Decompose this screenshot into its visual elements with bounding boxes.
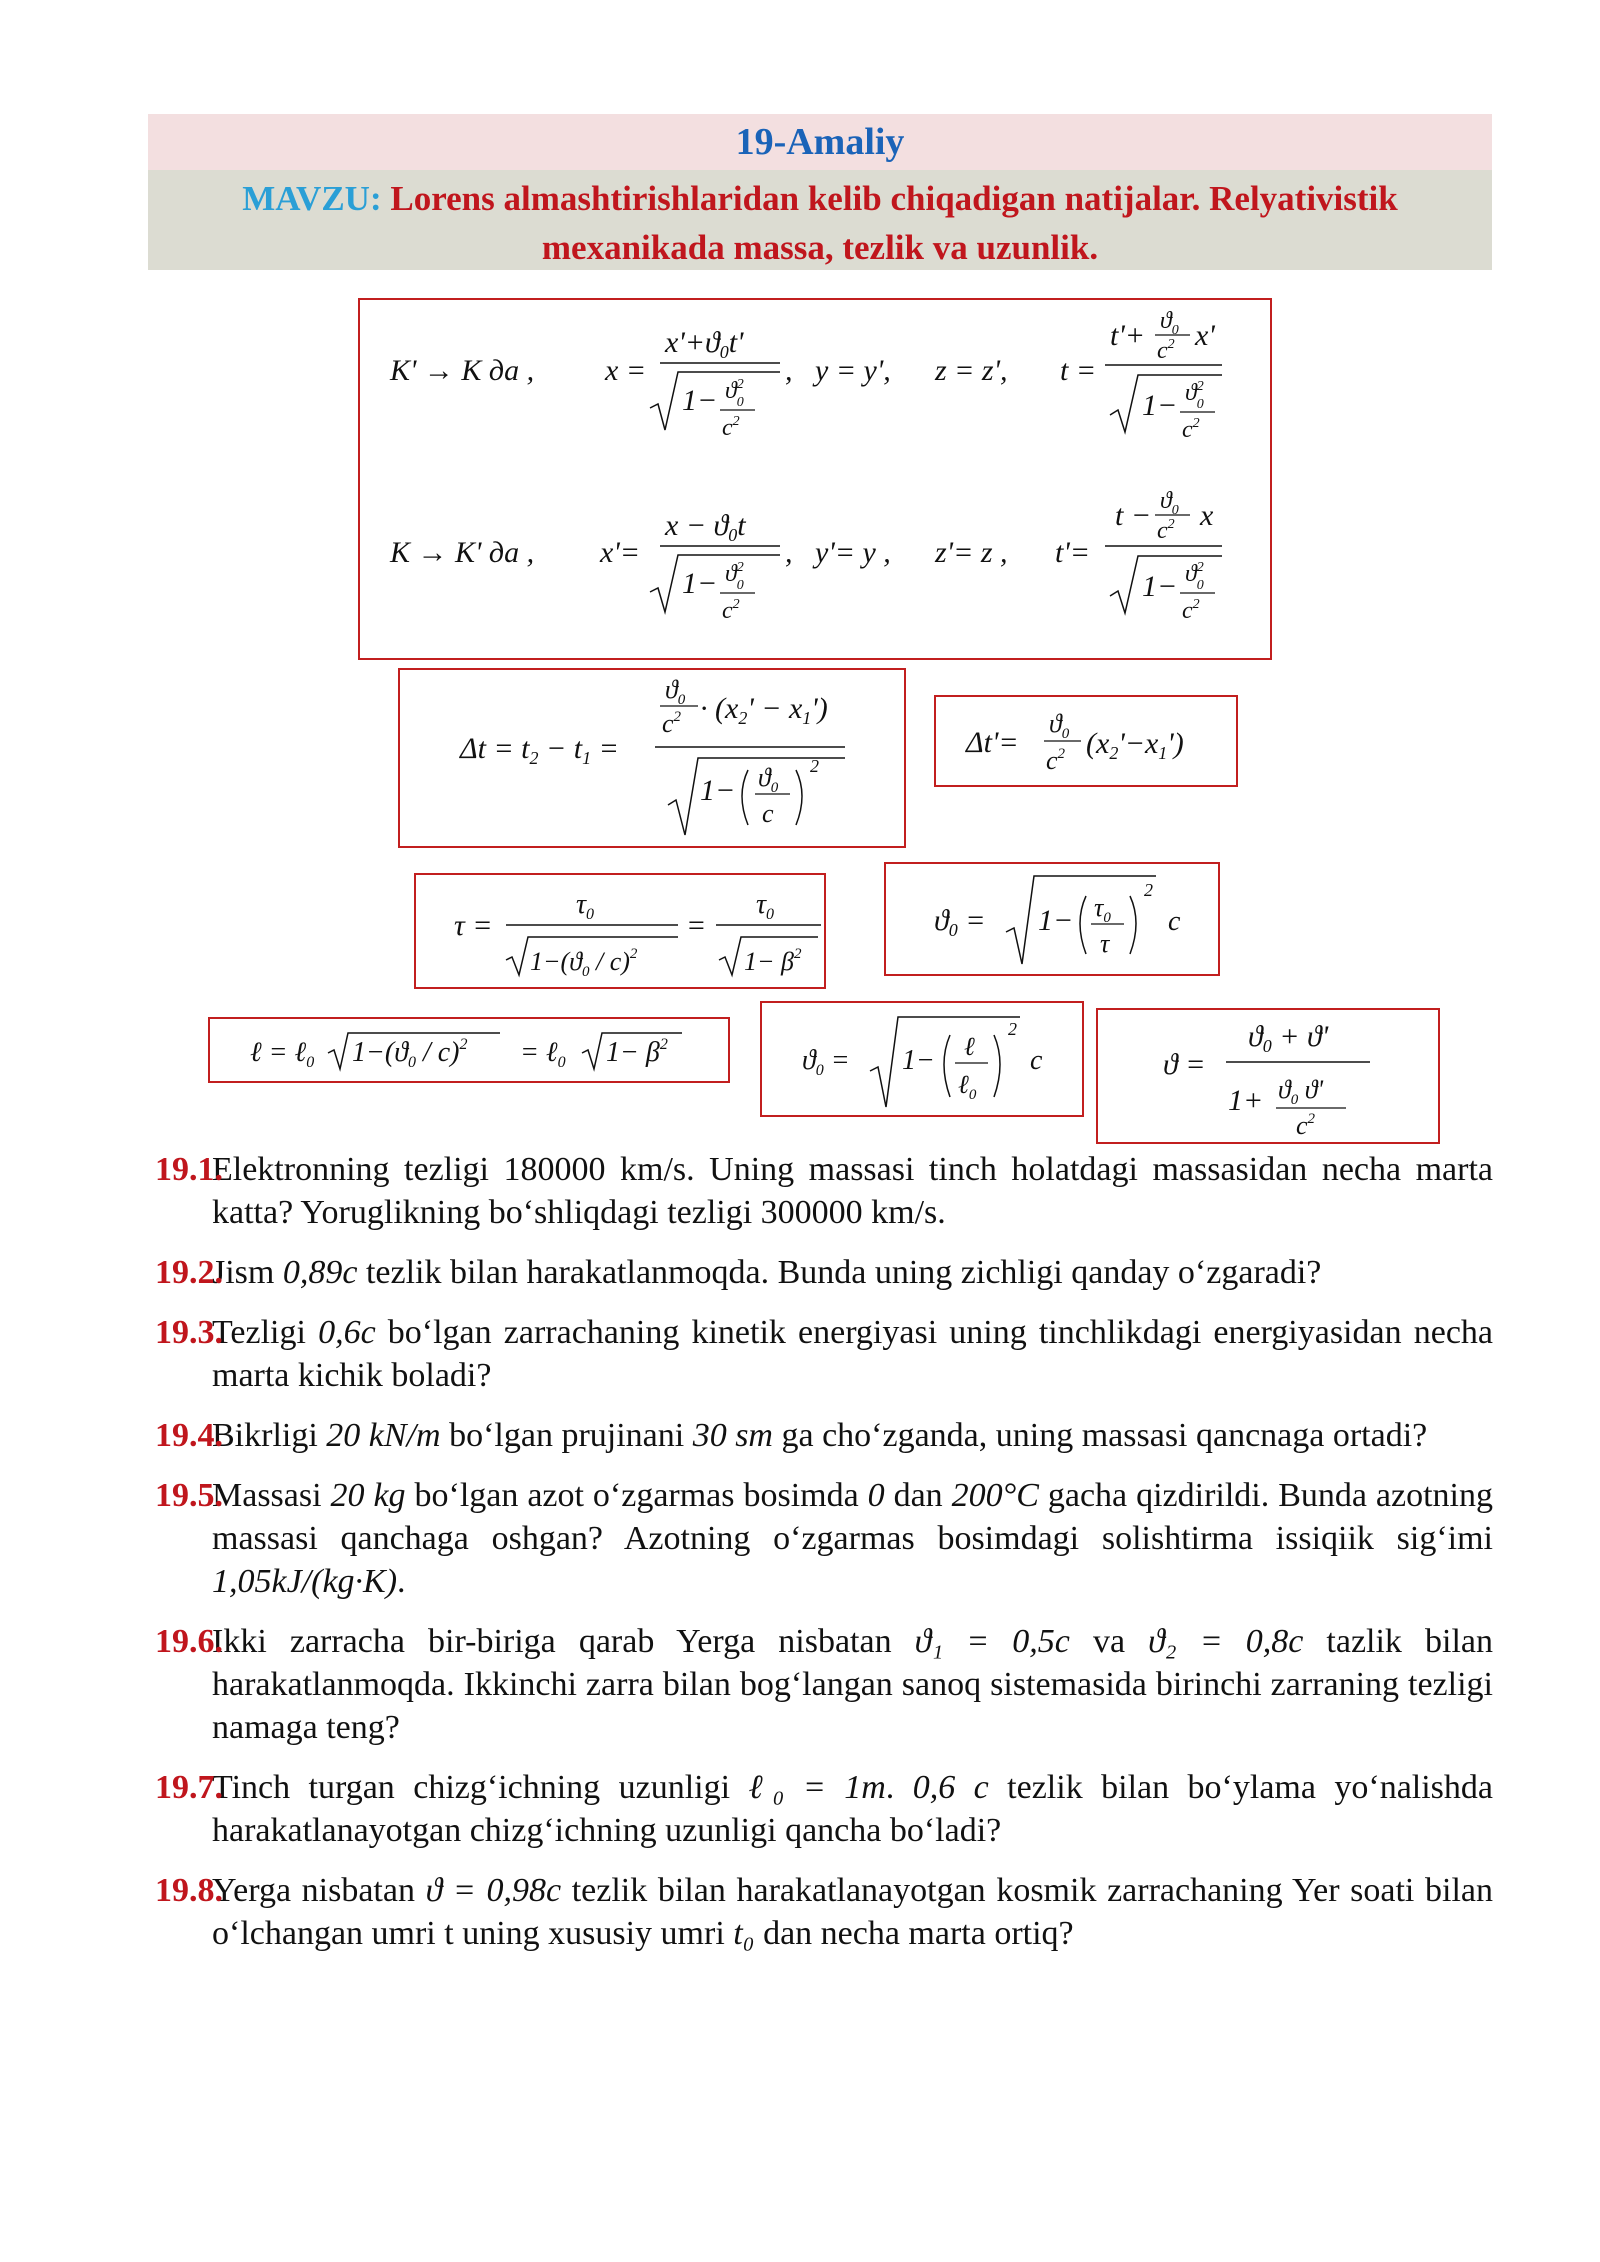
problem-number: 19.5. xyxy=(155,1477,223,1514)
svg-text:ϑ20: $ϑ^2$ 0 xyxy=(1185,560,1204,593)
svg-text:c2: $c^2$ xyxy=(1182,597,1200,624)
svg-text:ϑ20: $ϑ^2$ 0 xyxy=(725,560,744,593)
problem-19-3 xyxy=(155,1311,1493,1397)
svg-text:c: c xyxy=(1030,1045,1043,1076)
length-contraction-formula xyxy=(210,1019,728,1081)
svg-text:1+: 1+ xyxy=(1228,1084,1264,1117)
problem-text: Massasi 20 kg bo‘lgan azot o‘zgarmas bosimda 0 dan 200°C gacha qizdirildi. Bunda azotning massasi qanchaga oshgan? Azotning o‘zgarmas bosimdagi solishtirma issiqiik sig‘imi 1,05kJ/(kg·K). xyxy=(212,1477,1493,1600)
delta-t-formula xyxy=(400,670,904,846)
problem-text: Yerga nisbatan ϑ = 0,98c tezlik bilan harakatlanayotgan kosmik zarrachaning Yer soati bilan o‘lchangan umri t uning xususiy umri t₀ dan necha marta ortiq? xyxy=(212,1872,1493,1952)
svg-text:2: 2 xyxy=(1008,1019,1017,1039)
svg-text:1−: 1− xyxy=(682,384,718,417)
problem-19-1 xyxy=(155,1148,1493,1234)
problem-19-4 xyxy=(155,1414,1493,1457)
svg-text:ϑ0: $ϑ_0$ xyxy=(1160,308,1179,338)
svg-text:y = y',: y = y', xyxy=(815,354,891,387)
topic-banner xyxy=(148,170,1492,270)
velocity-from-tau-formula xyxy=(886,864,1218,974)
svg-text:ϑ0 =: $ϑ_0$ = xyxy=(802,1045,850,1079)
problem-number: 19.8. xyxy=(155,1872,223,1909)
svg-text:t =: t = xyxy=(1060,354,1097,387)
svg-text:c2: $c^2$ xyxy=(1157,337,1175,364)
problem-number: 19.6. xyxy=(155,1623,223,1660)
problem-text: Tinch turgan chizg‘ichning uzunligi ℓ₀ = 1m. 0,6 c tezlik bilan bo‘ylama yo‘nalishda harakatlanayotgan chizg‘ichning uzunligi qancha bo‘ladi? xyxy=(212,1769,1494,1849)
svg-text:1− β2: $1- \beta^2$ xyxy=(744,946,802,976)
svg-text:· (x2' − x1'): · $(x_2' - x_1')$ xyxy=(700,692,828,728)
svg-text:= ℓ0: = ℓ$_0$ xyxy=(520,1037,566,1071)
svg-text:c2: $c^2$ xyxy=(722,414,740,441)
svg-text:c2: $c^2$ xyxy=(722,597,740,624)
delta-t-prime-box xyxy=(934,695,1238,787)
problem-text: Tezligi 0,6c bo‘lgan zarrachaning kinetik energiyasi uning tinchlikdagi energiyasidan necha marta kichik boladi? xyxy=(212,1314,1494,1394)
problem-19-8 xyxy=(155,1869,1493,1955)
delta-t-prime-formula xyxy=(936,697,1236,785)
svg-text:ϑ0: $ϑ_0$ xyxy=(1160,488,1179,518)
page-title: 19-Amaliy xyxy=(148,114,1492,170)
svg-text:τ0: $\tau_0$ xyxy=(756,889,775,923)
svg-text:τ =: τ = xyxy=(454,909,493,942)
problem-number: 19.2. xyxy=(155,1254,223,1291)
svg-text:t −: t − xyxy=(1115,499,1152,532)
problem-number: 19.7. xyxy=(155,1769,223,1806)
time-dilation-box xyxy=(414,873,826,989)
svg-text:2: 2 xyxy=(810,756,819,776)
problems-list xyxy=(155,1148,1493,1972)
svg-text:x': x' xyxy=(1195,319,1215,352)
svg-text:2: 2 xyxy=(1144,880,1153,900)
svg-text:ϑ0: $ϑ_0$ xyxy=(1049,709,1070,742)
svg-text:ℓ: ℓ xyxy=(964,1032,975,1061)
svg-text:τ0: $\tau_0$ xyxy=(576,889,595,923)
velocity-from-length-box xyxy=(760,1001,1084,1117)
svg-text:ϑ0 ϑ': $ϑ_0$ ϑ' xyxy=(1278,1075,1324,1108)
svg-text:x: x xyxy=(1200,499,1214,532)
problem-text: Jism 0,89c tezlik bilan harakatlanmoqda. Bunda uning zichligi qanday o‘zgaradi? xyxy=(212,1254,1322,1291)
svg-text:c2: $c^2$ xyxy=(1182,416,1200,443)
svg-text:1−(ϑ0 / c)2: $1-(ϑ_0 / c)^2$ xyxy=(352,1036,468,1071)
svg-text:ϑ20: $ϑ^2$ 0 xyxy=(725,377,744,410)
svg-text:c2: $c^2$ xyxy=(1296,1111,1316,1140)
svg-text:ϑ20: $ϑ^2$ 0 xyxy=(1185,379,1204,412)
problem-19-5 xyxy=(155,1474,1493,1603)
svg-text:ϑ0 =: $ϑ_0$ = xyxy=(934,904,986,940)
velocity-addition-box xyxy=(1096,1008,1440,1144)
svg-text:τ: τ xyxy=(1100,929,1110,958)
problem-number: 19.3. xyxy=(155,1314,223,1351)
svg-text:,: , xyxy=(785,354,793,387)
problem-text: Elektronning tezligi 180000 km/s. Uning massasi tinch holatdagi massasidan necha marta katta? Yoruglikning bo‘shliqdagi tezligi 300000 km/s. xyxy=(212,1151,1493,1231)
svg-text:1−: 1− xyxy=(1142,570,1178,603)
svg-text:t'+: t'+ xyxy=(1110,319,1145,352)
svg-text:z = z',: z = z', xyxy=(935,354,1008,387)
velocity-from-tau-box xyxy=(884,862,1220,976)
svg-text:c2: $c^2$ xyxy=(1046,746,1066,775)
svg-text:x =: x = xyxy=(605,354,647,387)
svg-text:1−(ϑ0 / c)2: $1-(ϑ_0 / c)^2$ xyxy=(530,946,638,980)
svg-text:ℓ0: ℓ$_0$ xyxy=(958,1070,977,1103)
svg-text:x'=: x'= xyxy=(600,536,640,569)
problem-19-6 xyxy=(155,1620,1493,1749)
svg-text:1− β2: $1- \beta^2$ xyxy=(606,1036,668,1068)
problem-text: Ikki zarracha bir-biriga qarab Yerga nisbatan ϑ₁ = 0,5c va ϑ₂ = 0,8c tazlik bilan harakatlanmoqda. Ikkinchi zarra bilan bog‘langan sanoq sistemasida birinchi zarraning tezligi namaga teng? xyxy=(212,1623,1493,1746)
velocity-from-length-formula xyxy=(762,1003,1082,1115)
svg-text:1−: 1− xyxy=(1038,904,1074,937)
problem-number: 19.4. xyxy=(155,1417,223,1454)
delta-t-box xyxy=(398,668,906,848)
time-dilation-formula xyxy=(416,875,824,987)
svg-text:Δt'=: Δt'= xyxy=(966,726,1019,759)
row2-label: K → K' да , xyxy=(390,536,535,569)
topic-label: MAVZU: xyxy=(242,179,382,218)
svg-text:1−: 1− xyxy=(1142,389,1178,422)
problem-text: Bikrligi 20 kN/m bo‘lgan prujinani 30 sm ga cho‘zganda, uning massasi qancnaga ortadi? xyxy=(212,1417,1428,1454)
svg-text:ϑ =: ϑ = xyxy=(1163,1048,1206,1081)
svg-text:ϑ0: $ϑ_0$ xyxy=(758,763,779,796)
svg-text:z'= z ,: z'= z , xyxy=(935,536,1008,569)
problem-19-2 xyxy=(155,1251,1493,1294)
lorentz-transform-formulas xyxy=(360,300,1270,658)
svg-text:c2: $c^2$ xyxy=(662,709,682,738)
svg-text:1−: 1− xyxy=(700,774,736,807)
svg-text:τ0: $\tau_0$ xyxy=(1094,893,1111,926)
svg-text:x'+ϑ0t': $x'+ϑ_0t'$ xyxy=(665,326,744,362)
problem-number: 19.1. xyxy=(155,1151,223,1188)
svg-text:1−: 1− xyxy=(902,1045,935,1076)
svg-text:,: , xyxy=(785,536,793,569)
length-contraction-box xyxy=(208,1017,730,1083)
row1-label: K' → K да , xyxy=(390,354,535,387)
svg-text:1−: 1− xyxy=(682,567,718,600)
svg-text:c: c xyxy=(1168,906,1181,937)
svg-text:c: c xyxy=(762,799,774,828)
svg-text:ℓ = ℓ0: ℓ = ℓ$_0$ xyxy=(250,1037,315,1071)
svg-text:c2: $c^2$ xyxy=(1157,517,1175,544)
svg-text:ϑ0 + ϑ': $ϑ_0 + ϑ'$ xyxy=(1248,1020,1329,1056)
lorentz-transform-box xyxy=(358,298,1272,660)
svg-text:=: = xyxy=(686,909,707,942)
svg-text:t'=: t'= xyxy=(1055,536,1090,569)
svg-text:ϑ0: $ϑ_0$ xyxy=(665,675,686,708)
velocity-addition-formula xyxy=(1098,1010,1438,1142)
svg-text:Δt = t2 − t1 =: $\Delta t = t_2 - t_1$ = xyxy=(460,732,619,768)
svg-text:y'= y ,: y'= y , xyxy=(815,536,891,569)
svg-text:x − ϑ0t: $x - ϑ_0t$ xyxy=(665,509,746,545)
topic-text: Lorens almashtirishlaridan kelib chiqadigan natijalar. Relyativistik mexanikada massa, tezlik va uzunlik. xyxy=(390,179,1398,267)
problem-19-7 xyxy=(155,1766,1493,1852)
svg-text:(x2'−x1'): $(x_2'-x_1')$ xyxy=(1086,727,1184,763)
